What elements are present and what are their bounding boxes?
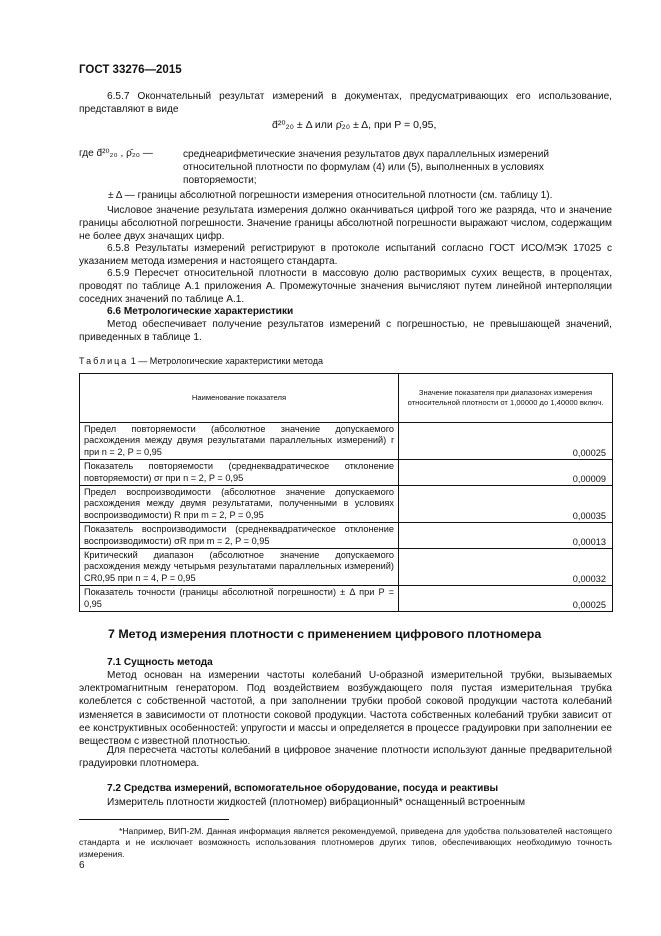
footnote: *Например, ВИП-2М. Данная информация является рекомендуемой, приведена для удобства пользователей настоящего стандарта и не исключает возможность использования плотномеров других типов, обеспечивающих необходимую точность измерения.	[79, 826, 612, 859]
table-cell-value: 0,00025	[399, 586, 613, 612]
table-cell-name: Предел повторяемости (абсолютное значение допускаемого расхождения между двумя результатами параллельных измерений) r при n = 2, P = 0,95	[80, 423, 399, 460]
clause-6-5-9: 6.5.9 Пересчет относительной плотности в массовую долю растворимых сухих веществ, в процентах, проводят по таблице А.1 приложения А. Промежуточные значения вычисляют путем линейной интерполяции соседних значений по таблице А.1.	[79, 268, 612, 306]
section-7-1-heading: 7.1 Сущность метода	[107, 657, 213, 668]
table-header-row	[80, 374, 613, 423]
table-cell-value: 0,00009	[399, 460, 613, 486]
table-row	[80, 586, 613, 612]
table-row	[80, 460, 613, 486]
column-header-name: Наименование показателя	[80, 374, 399, 423]
column-header-value: Значение показателя при диапазонах измерения относительной плотности от 1,00000 до 1,40000 включ.	[399, 374, 613, 423]
where-text: среднеарифметические значения результатов двух параллельных измерений относительной плотности по формулам (4) или (5), выполненных в условиях повторяемости;	[183, 149, 550, 187]
section-7-1-para-2: Для пересчета частоты колебаний в цифровое значение плотности используют данные предварительной градуировки плотномера.	[79, 745, 612, 770]
footnote-separator	[79, 819, 229, 820]
table-cell-value: 0,00035	[399, 486, 613, 523]
table-cell-value: 0,00013	[399, 523, 613, 549]
section-7-heading: 7 Метод измерения плотности с применением цифрового плотномера	[108, 627, 542, 641]
section-6-6-heading: 6.6 Метрологические характеристики	[107, 306, 294, 317]
clause-6-5-7: 6.5.7 Окончательный результат измерений в документах, предусматривающих его использование, представляют в виде	[79, 91, 612, 116]
clause-6-5-8: 6.5.8 Результаты измерений регистрируют в протоколе испытаний согласно ГОСТ ИСО/МЭК 17025 с указанием метода измерения и настоящего стандарта.	[79, 243, 612, 268]
table-row	[80, 423, 613, 460]
document-code: ГОСТ 33276—2015	[79, 64, 182, 76]
section-7-2-para: Измеритель плотности жидкостей (плотномер) вибрационный* оснащенный встроенным	[107, 797, 526, 808]
section-7-2-heading: 7.2 Средства измерений, вспомогательное оборудование, посуда и реактивы	[107, 783, 499, 794]
page-number: 6	[79, 860, 85, 871]
metrology-table	[79, 373, 613, 612]
table-cell-name: Предел воспроизводимости (абсолютное значение допускаемого расхождения между двумя результатами, полученными в условиях воспроизводимости) R при m = 2, P = 0,95	[80, 486, 399, 523]
table-cell-name: Показатель воспроизводимости (среднеквадратическое отклонение воспроизводимости) σR при m = 2, P = 0,95	[80, 523, 399, 549]
table-row	[80, 549, 613, 586]
section-6-6-para: Метод обеспечивает получение результатов измерений с погрешностью, не превышающей значений, приведенных в таблице 1.	[79, 319, 612, 344]
table-cell-name: Критический диапазон (абсолютное значение допускаемого расхождения между четырьмя результатами параллельных измерений) CR0,95 при n = 4, P = 0,95	[80, 549, 399, 586]
result-formula: d̄²⁰₂₀ ± Δ или ρ̄₂₀ ± Δ, при P = 0,95,	[272, 119, 437, 131]
table-cell-value: 0,00025	[399, 423, 613, 460]
table-cell-value: 0,00032	[399, 549, 613, 586]
delta-definition: ± Δ — границы абсолютной погрешности измерения относительной плотности (см. таблицу 1).	[108, 190, 553, 201]
table-cell-name: Показатель точности (границы абсолютной погрешности) ± Δ при P = 0,95	[80, 586, 399, 612]
section-7-1-para-1: Метод основан на измерении частоты колебаний U-образной измерительной трубки, вызываемых электромагнитным генератором. Под воздействием возбуждающего поля пустая измерительная трубка колеблется с собственной частотой, а при заполнении трубки пробой соковой продукции частота колебаний изменяется в зависимости от плотности соковой продукции. Частота собственных колебаний трубки зависит от ее конструктивных особенностей: упругости и массы и определяется в процессе градуировки при заполнении ее веществом с известной плотностью.	[79, 670, 612, 748]
table-cell-name: Показатель повторяемости (среднеквадратическое отклонение повторяемости) σr при n = 2, P = 0,95	[80, 460, 399, 486]
table-caption-rest: 1 — Метрологические характеристики метода	[128, 356, 323, 366]
table-row	[80, 523, 613, 549]
table-row	[80, 486, 613, 523]
where-label: где d̄²⁰₂₀ , ρ̄₂₀ —	[79, 148, 153, 159]
table-caption	[79, 356, 323, 366]
table-caption-word: Таблица	[79, 356, 129, 366]
numeric-value-para: Числовое значение результата измерения должно оканчиваться цифрой того же разряда, что и значение границы абсолютной погрешности. Значение границы абсолютной погрешности выражают числом, содержащим не более двух значащих цифр.	[79, 205, 612, 243]
